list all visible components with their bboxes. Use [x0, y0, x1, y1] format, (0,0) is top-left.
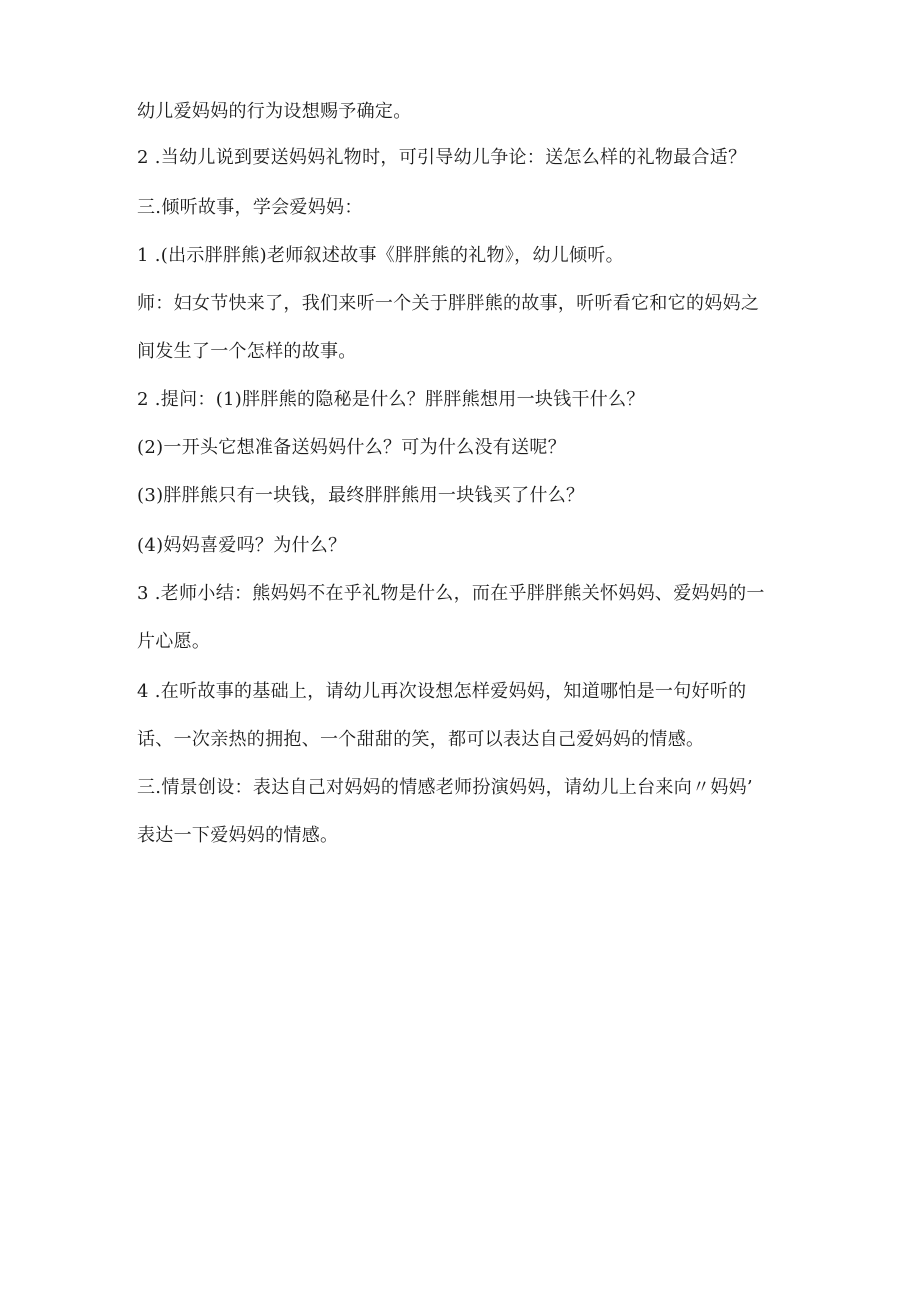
- paragraph-line: 4 .在听故事的基础上，请幼儿再次设想怎样爱妈妈，知道哪怕是一句好听的: [137, 681, 747, 702]
- paragraph-line: 师：妇女节快来了，我们来听一个关于胖胖熊的故事，听听看它和它的妈妈之: [137, 293, 760, 314]
- paragraph-line: 3 .老师小结：熊妈妈不在乎礼物是什么，而在乎胖胖熊关怀妈妈、爱妈妈的一: [137, 583, 765, 604]
- paragraph-line: (3)胖胖熊只有一块钱，最终胖胖熊用一块钱买了什么？: [137, 485, 585, 506]
- paragraph-line: 片心愿。: [137, 631, 211, 652]
- section-heading: 三.情景创设：表达自己对妈妈的情感老师扮演妈妈，请幼儿上台来向〃妈妈’: [137, 777, 753, 798]
- paragraph-line: 话、一次亲热的拥抱、一个甜甜的笑，都可以表达自己爱妈妈的情感。: [137, 729, 705, 750]
- paragraph-line: 1 .(出示胖胖熊)老师叙述故事《胖胖熊的礼物》，幼儿倾听。: [137, 245, 624, 266]
- paragraph-line: 2 .当幼儿说到要送妈妈礼物时，可引导幼儿争论：送怎么样的礼物最合适？: [137, 147, 747, 168]
- paragraph-line: (4)妈妈喜爱吗？为什么？: [137, 535, 347, 556]
- section-heading: 三.倾听故事，学会爱妈妈：: [137, 197, 363, 218]
- paragraph-line: 2 .提问：(1)胖胖熊的隐秘是什么？胖胖熊想用一块钱干什么？: [137, 389, 645, 410]
- paragraph-line: (2)一开头它想准备送妈妈什么？可为什么没有送呢？: [137, 437, 566, 458]
- paragraph-line: 幼儿爱妈妈的行为设想赐予确定。: [137, 101, 412, 122]
- paragraph-line: 表达一下爱妈妈的情感。: [137, 825, 339, 846]
- paragraph-line: 间发生了一个怎样的故事。: [137, 341, 357, 362]
